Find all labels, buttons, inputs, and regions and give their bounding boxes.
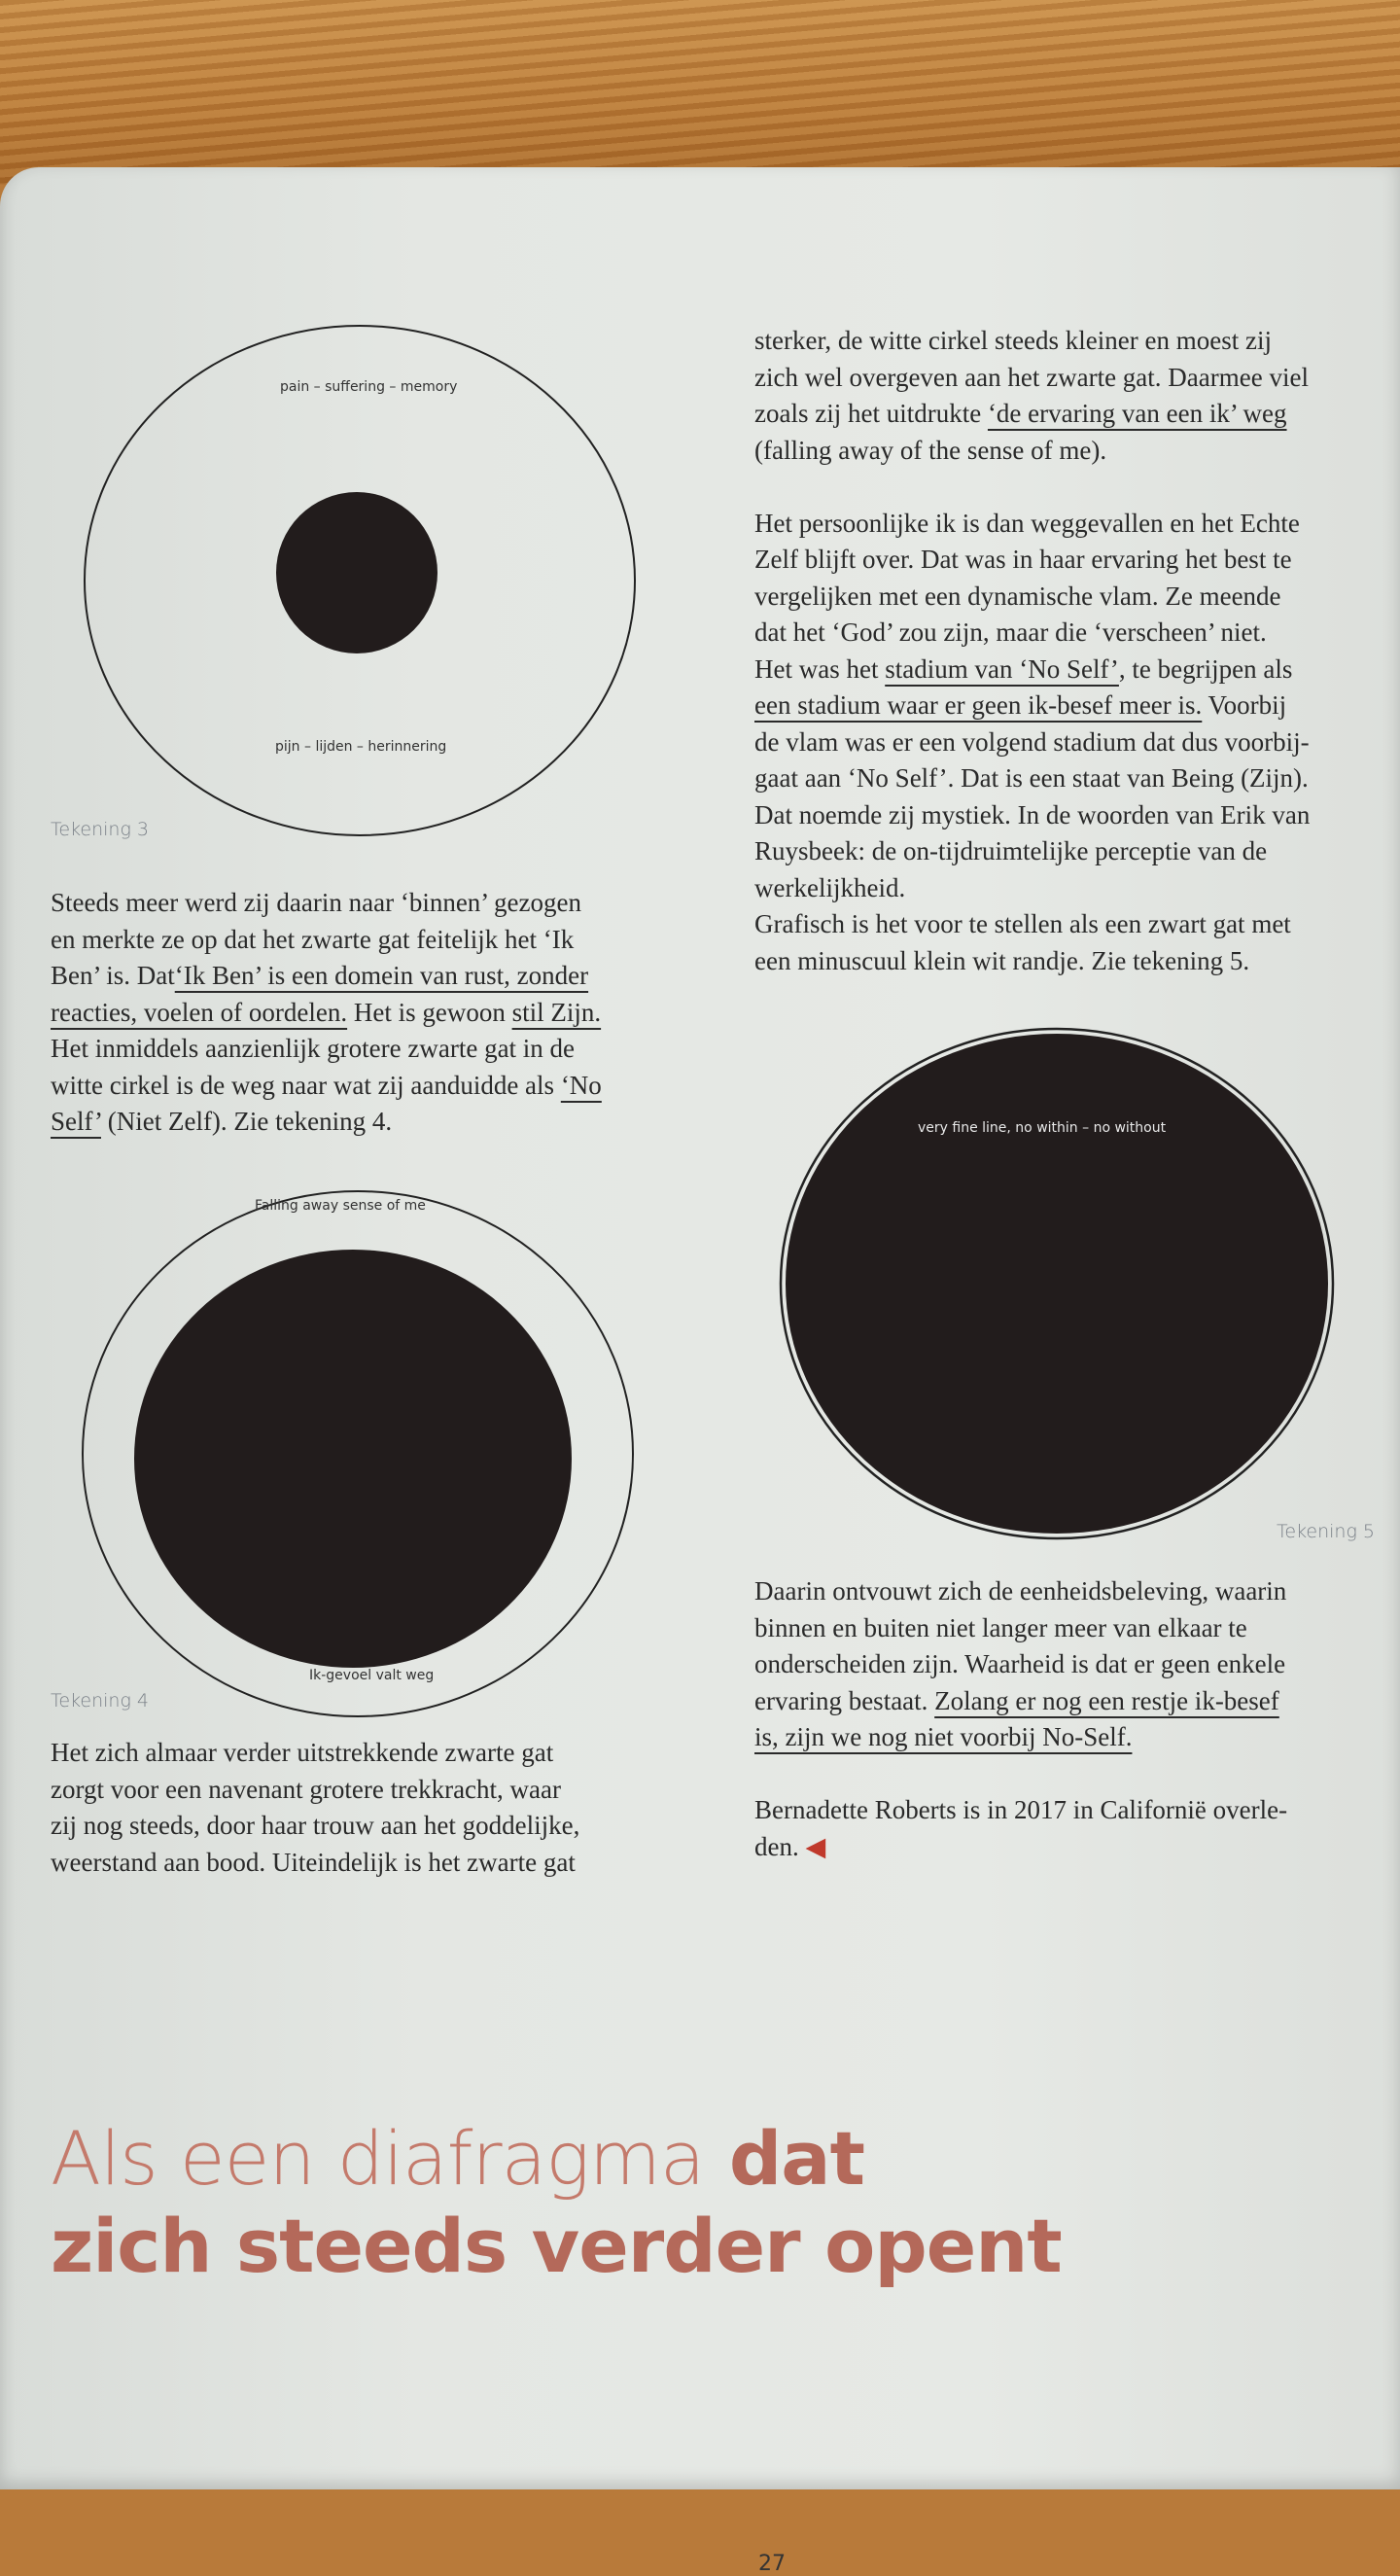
figure-3-caption: Tekening 3 [51, 819, 149, 840]
underlined-phrase: Self’ [51, 1107, 101, 1136]
figure-3-bottom-label: pijn – lijden – herinnering [275, 739, 447, 755]
text-line: een minuscuul klein wit randje. Zie tekening 5. [754, 945, 1250, 975]
underlined-phrase: ‘de ervaring van een ik’ weg [987, 399, 1287, 428]
section-heading [51, 2115, 1062, 2290]
figure-4-top-label: Falling away sense of me [255, 1198, 426, 1214]
underlined-phrase: ‘No [560, 1070, 602, 1100]
magazine-page [0, 167, 1400, 2576]
text-line: Het inmiddels aanzienlijk grotere zwarte gat in de [51, 1034, 576, 1063]
text-line: een stadium waar er geen ik-besef meer is. Voorbij [754, 690, 1287, 720]
right-column-text-a [754, 323, 1310, 979]
heading-second-line: zich steeds verder opent [51, 2203, 1062, 2289]
text-line: Bernadette Roberts is in 2017 in Californië overle- [754, 1795, 1288, 1824]
text-line: Het was het stadium van ‘No Self’, te begrijpen als [754, 653, 1293, 684]
text-line: Dat noemde zij mystiek. In de woorden van Erik van [754, 799, 1311, 829]
left-column-text-b [51, 1735, 579, 1881]
end-mark-icon: ◀ [805, 1831, 826, 1861]
text-line: onderscheiden zijn. Waarheid is dat er geen enkele [754, 1649, 1286, 1678]
figure-5-drawing [776, 1023, 1340, 1548]
text-line: gaat aan ‘No Self’. Dat is een staat van Being (Zijn). [754, 763, 1309, 793]
underlined-phrase: stadium van ‘No Self’ [885, 653, 1119, 684]
text-line: Het zich almaar verder uitstrekkende zwarte gat [51, 1738, 554, 1767]
text-line: Self’ (Niet Zelf). Zie tekening 4. [51, 1107, 393, 1136]
text-line: zich wel overgeven aan het zwarte gat. Daarmee viel [754, 362, 1309, 392]
text-line: Daarin ontvouwt zich de eenheidsbeleving, waarin [754, 1576, 1287, 1606]
right-column-text-b [754, 1573, 1287, 1865]
figure-4-caption: Tekening 4 [51, 1690, 149, 1711]
figure-5-caption: Tekening 5 [1277, 1521, 1375, 1542]
text-line: Grafisch is het voor te stellen als een zwart gat met [754, 909, 1291, 938]
text-line: ervaring bestaat. Zolang er nog een restje ik-besef [754, 1685, 1279, 1715]
text-line: de vlam was er een volgend stadium dat dus voorbij- [754, 726, 1310, 757]
text-line: (falling away of the sense of me). [754, 435, 1107, 465]
underlined-phrase: reacties, voelen of oordelen. [51, 997, 348, 1027]
left-column-text-a [51, 885, 602, 1141]
heading-light-part: Als een diafragma [51, 2115, 705, 2202]
underlined-phrase: een stadium waar er geen ik-besef meer is. [754, 690, 1203, 720]
text-line: Zelf blijft over. Dat was in haar ervaring het best te [754, 545, 1292, 574]
underlined-phrase: stil Zijn. [511, 997, 602, 1027]
page-number: 27 [758, 2552, 786, 2576]
underlined-phrase: Zolang er nog een restje ik-besef [934, 1685, 1279, 1715]
text-line: Steeds meer werd zij daarin naar ‘binnen’ gezogen [51, 888, 581, 917]
wooden-table [0, 0, 1400, 185]
text-line: weerstand aan bood. Uiteindelijk is het zwarte gat [51, 1847, 576, 1877]
figure-4-bottom-label: Ik-gevoel valt weg [309, 1668, 435, 1683]
underlined-phrase: ‘Ik Ben’ is een domein van rust, zonder [174, 961, 589, 990]
text-line: reacties, voelen of oordelen. Het is gewoon stil Zijn. [51, 997, 602, 1027]
text-line: binnen en buiten niet langer meer van elkaar te [754, 1612, 1247, 1642]
text-line: Het persoonlijke ik is dan weggevallen en het Echte [754, 508, 1300, 538]
text-line: witte cirkel is de weg naar wat zij aanduidde als ‘No [51, 1070, 602, 1100]
text-line: werkelijkheid. [754, 872, 906, 902]
text-line: den. ◀ [754, 1831, 826, 1861]
text-line: vergelijken met een dynamische vlam. Ze meende [754, 581, 1281, 611]
text-line: zoals zij het uitdrukte ‘de ervaring van een ik’ weg [754, 399, 1287, 428]
underlined-phrase: is, zijn we nog niet voorbij No-Self. [754, 1722, 1133, 1751]
text-line: zorgt voor een navenant grotere trekkracht, waar [51, 1774, 561, 1804]
text-line: en merkte ze op dat het zwarte gat feitelijk het ‘Ik [51, 924, 575, 954]
text-line: sterker, de witte cirkel steeds kleiner en moest zij [754, 326, 1272, 355]
text-line: Ben’ is. Dat‘Ik Ben’ is een domein van rust, zonder [51, 961, 589, 990]
figure-3-top-label: pain – suffering – memory [280, 379, 458, 395]
text-line: dat het ‘God’ zou zijn, maar die ‘verscheen’ niet. [754, 618, 1267, 647]
figure-3-drawing [78, 318, 642, 848]
figure-4-drawing [76, 1186, 640, 1726]
heading-bold-part: dat [704, 2115, 864, 2202]
text-line: Ruysbeek: de on-tijdruimtelijke perceptie van de [754, 836, 1268, 865]
text-line: zij nog steeds, door haar trouw aan het goddelijke, [51, 1811, 580, 1840]
figure-5-label: very fine line, no within – no without [918, 1120, 1167, 1136]
